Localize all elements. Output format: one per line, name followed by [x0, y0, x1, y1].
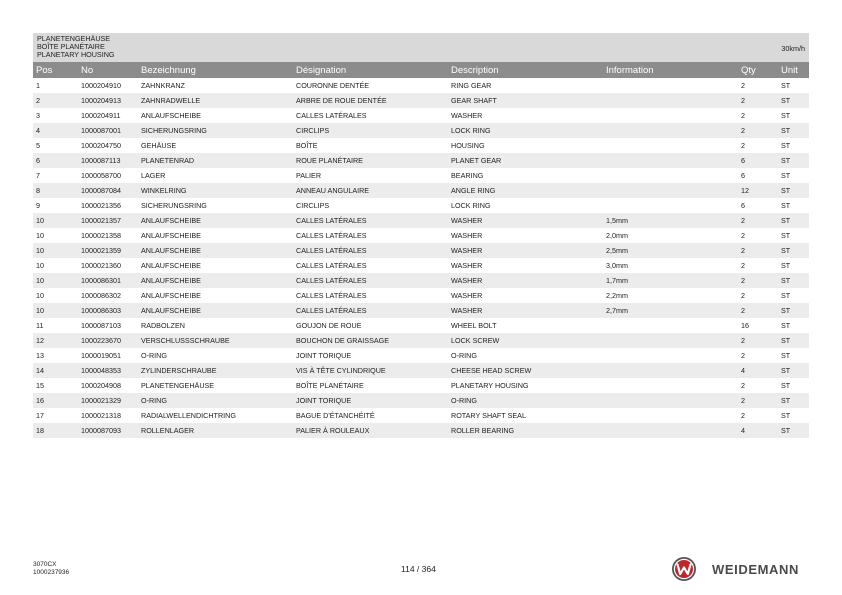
assembly-title-de: PLANETENGEHÄUSE: [37, 34, 111, 43]
cell-bezeichnung: LAGER: [141, 171, 166, 180]
cell-bezeichnung: ANLAUFSCHEIBE: [141, 231, 201, 240]
speed-variant: 30km/h: [781, 44, 805, 53]
cell-designation: BOÎTE: [296, 141, 318, 150]
cell-description: PLANETARY HOUSING: [451, 381, 529, 390]
cell-information: [603, 423, 738, 438]
cell-unit: ST: [778, 123, 809, 138]
cell-pos: 14: [33, 363, 78, 378]
table-row: [33, 168, 809, 183]
cell-part-number: 1000086301: [78, 273, 138, 288]
cell-unit: ST: [778, 153, 809, 168]
col-header-unit: Unit: [778, 62, 809, 78]
page-number: 114 / 364: [401, 564, 436, 574]
cell-description: O-RING: [448, 393, 603, 408]
cell-bezeichnung: ROLLENLAGER: [138, 423, 293, 438]
col-header-qty: Qty: [738, 62, 778, 78]
cell-bezeichnung: PLANETENGEHÄUSE: [141, 381, 215, 390]
cell-information: 2,7mm: [603, 303, 738, 318]
cell-qty: 2: [738, 393, 778, 408]
cell-unit: ST: [778, 393, 809, 408]
cell-bezeichnung: ANLAUFSCHEIBE: [141, 261, 201, 270]
cell-unit: ST: [781, 291, 791, 300]
cell-designation: ARBRE DE ROUE DENTÉE: [293, 93, 448, 108]
cell-designation: BOÎTE PLANÉTAIRE: [296, 381, 364, 390]
table-row: [33, 123, 809, 138]
col-header-description: Description: [448, 62, 603, 78]
cell-description: LOCK RING: [451, 201, 491, 210]
cell-information: 2,0mm: [606, 231, 628, 240]
cell-description: RING GEAR: [451, 81, 492, 90]
cell-designation: CALLES LATÉRALES: [293, 243, 448, 258]
col-header-bezeichnung: Bezeichnung: [138, 62, 293, 78]
table-row: [33, 408, 809, 423]
cell-designation: JOINT TORIQUE: [293, 393, 448, 408]
cell-pos: 11: [36, 321, 44, 330]
model-name: 3070CX: [33, 561, 57, 568]
cell-designation: VIS À TÊTE CYLINDRIQUE: [293, 363, 448, 378]
cell-pos: 18: [33, 423, 78, 438]
footer-doc-info: [33, 561, 69, 576]
table-row: [33, 78, 809, 93]
table-row: [33, 378, 809, 393]
cell-description: CHEESE HEAD SCREW: [448, 363, 603, 378]
cell-unit: ST: [781, 231, 791, 240]
cell-pos: 6: [33, 153, 78, 168]
table-row: [33, 228, 809, 243]
cell-bezeichnung: ANLAUFSCHEIBE: [141, 291, 201, 300]
cell-part-number: 1000204910: [81, 81, 121, 90]
table-row: [33, 393, 809, 408]
cell-bezeichnung: VERSCHLUSSSCHRAUBE: [138, 333, 293, 348]
cell-unit: ST: [778, 93, 809, 108]
cell-designation: BAGUE D'ÉTANCHÉITÉ: [296, 411, 375, 420]
brand-logo: [671, 556, 811, 582]
cell-qty: 2: [741, 141, 745, 150]
col-header-no: No: [78, 62, 138, 78]
cell-part-number: 1000019051: [81, 351, 121, 360]
cell-qty: 6: [738, 153, 778, 168]
cell-designation: CALLES LATÉRALES: [293, 213, 448, 228]
cell-information: [603, 393, 738, 408]
cell-qty: 16: [741, 321, 749, 330]
cell-designation: PALIER: [296, 171, 322, 180]
cell-information: [603, 333, 738, 348]
cell-unit: ST: [781, 81, 791, 90]
cell-qty: 2: [741, 411, 745, 420]
cell-pos: 3: [36, 111, 40, 120]
cell-designation: COURONNE DENTÉE: [296, 81, 370, 90]
table-row: [33, 198, 809, 213]
cell-qty: 2: [741, 231, 745, 240]
cell-description: WASHER: [448, 273, 603, 288]
cell-bezeichnung: ZAHNRADWELLE: [138, 93, 293, 108]
cell-unit: ST: [778, 273, 809, 288]
cell-information: [603, 198, 738, 213]
table-row: [33, 363, 809, 378]
table-row: [33, 93, 809, 108]
cell-information: [603, 93, 738, 108]
cell-information: 3,0mm: [606, 261, 628, 270]
col-header-designation: Désignation: [293, 62, 448, 78]
cell-qty: 2: [738, 123, 778, 138]
cell-description: LOCK RING: [448, 123, 603, 138]
cell-designation: CALLES LATÉRALES: [296, 111, 367, 120]
assembly-title-fr: BOÎTE PLANÉTAIRE: [37, 42, 105, 52]
brand-name: WEIDEMANN: [712, 562, 800, 577]
cell-designation: CIRCLIPS: [296, 201, 330, 210]
cell-unit: ST: [778, 243, 809, 258]
cell-information: [603, 363, 738, 378]
cell-description: WHEEL BOLT: [451, 321, 497, 330]
cell-designation: ROUE PLANÉTAIRE: [293, 153, 448, 168]
cell-information: [603, 408, 738, 423]
cell-unit: ST: [781, 111, 791, 120]
cell-bezeichnung: ANLAUFSCHEIBE: [138, 273, 293, 288]
cell-information: [603, 153, 738, 168]
cell-part-number: 1000204911: [81, 111, 121, 120]
cell-qty: 6: [741, 171, 745, 180]
cell-pos: 5: [36, 141, 40, 150]
cell-pos: 10: [33, 243, 78, 258]
cell-qty: 4: [738, 363, 778, 378]
table-header-row: [33, 62, 809, 78]
cell-description: WASHER: [448, 243, 603, 258]
cell-part-number: 1000087103: [81, 321, 121, 330]
cell-bezeichnung: ZAHNKRANZ: [141, 81, 185, 90]
assembly-title-en: PLANETARY HOUSING: [37, 50, 115, 60]
cell-qty: 4: [738, 423, 778, 438]
cell-bezeichnung: ANLAUFSCHEIBE: [141, 111, 201, 120]
cell-unit: ST: [781, 381, 791, 390]
cell-pos: 10: [36, 231, 44, 240]
cell-information: [603, 78, 738, 93]
cell-description: HOUSING: [451, 141, 485, 150]
cell-qty: 2: [738, 273, 778, 288]
cell-information: [603, 108, 738, 123]
cell-bezeichnung: RADIALWELLENDICHTRING: [141, 411, 236, 420]
cell-information: [603, 168, 738, 183]
cell-part-number: 1000021359: [78, 243, 138, 258]
cell-pos: 2: [33, 93, 78, 108]
cell-bezeichnung: SICHERUNGSRING: [141, 201, 207, 210]
cell-part-number: 1000087113: [78, 153, 138, 168]
cell-description: GEAR SHAFT: [448, 93, 603, 108]
header-band: [33, 33, 809, 62]
cell-qty: 2: [738, 213, 778, 228]
cell-description: WASHER: [451, 231, 483, 240]
table-row: [33, 273, 809, 288]
cell-designation: CALLES LATÉRALES: [296, 291, 367, 300]
cell-designation: ANNEAU ANGULAIRE: [293, 183, 448, 198]
cell-unit: ST: [781, 321, 791, 330]
table-row: [33, 108, 809, 123]
cell-qty: 2: [738, 243, 778, 258]
cell-bezeichnung: ZYLINDERSCHRAUBE: [138, 363, 293, 378]
cell-part-number: 1000087084: [78, 183, 138, 198]
cell-pos: 10: [36, 261, 44, 270]
cell-unit: ST: [781, 351, 791, 360]
cell-unit: ST: [781, 201, 791, 210]
cell-pos: 10: [33, 273, 78, 288]
cell-information: [603, 123, 738, 138]
cell-qty: 2: [738, 93, 778, 108]
table-row: [33, 318, 809, 333]
cell-unit: ST: [781, 171, 791, 180]
cell-pos: 7: [36, 171, 40, 180]
cell-pos: 9: [36, 201, 40, 210]
cell-description: WASHER: [451, 261, 483, 270]
cell-designation: CALLES LATÉRALES: [296, 231, 367, 240]
cell-qty: 6: [741, 201, 745, 210]
cell-bezeichnung: WINKELRING: [138, 183, 293, 198]
cell-qty: 2: [741, 291, 745, 300]
cell-pos: 10: [33, 213, 78, 228]
cell-information: [603, 183, 738, 198]
table-row: [33, 348, 809, 363]
cell-part-number: 1000021318: [81, 411, 121, 420]
cell-designation: BOUCHON DE GRAISSAGE: [293, 333, 448, 348]
cell-information: 2,5mm: [603, 243, 738, 258]
cell-information: 2,2mm: [606, 291, 628, 300]
table-row: [33, 303, 809, 318]
cell-designation: CIRCLIPS: [293, 123, 448, 138]
cell-pos: 12: [33, 333, 78, 348]
cell-part-number: 1000204750: [81, 141, 121, 150]
cell-bezeichnung: ANLAUFSCHEIBE: [138, 243, 293, 258]
cell-part-number: 1000087093: [78, 423, 138, 438]
cell-description: WASHER: [451, 111, 483, 120]
cell-information: 1,7mm: [603, 273, 738, 288]
cell-part-number: 1000087001: [78, 123, 138, 138]
parts-table: [33, 62, 809, 438]
cell-description: LOCK SCREW: [448, 333, 603, 348]
cell-bezeichnung: PLANETENRAD: [138, 153, 293, 168]
cell-bezeichnung: O-RING: [138, 393, 293, 408]
cell-bezeichnung: ANLAUFSCHEIBE: [138, 213, 293, 228]
cell-description: PLANET GEAR: [448, 153, 603, 168]
cell-designation: CALLES LATÉRALES: [293, 273, 448, 288]
cell-information: [603, 318, 738, 333]
cell-part-number: 1000204908: [81, 381, 121, 390]
cell-unit: ST: [778, 303, 809, 318]
cell-information: [603, 138, 738, 153]
cell-qty: 2: [738, 333, 778, 348]
cell-pos: 13: [36, 351, 44, 360]
cell-pos: 16: [33, 393, 78, 408]
cell-qty: 2: [741, 381, 745, 390]
cell-bezeichnung: SICHERUNGSRING: [138, 123, 293, 138]
cell-bezeichnung: GEHÄUSE: [141, 141, 177, 150]
cell-bezeichnung: O-RING: [141, 351, 167, 360]
cell-description: WASHER: [448, 303, 603, 318]
cell-unit: ST: [778, 363, 809, 378]
cell-designation: JOINT TORIQUE: [296, 351, 352, 360]
cell-description: BEARING: [451, 171, 484, 180]
cell-information: [603, 378, 738, 393]
cell-pos: 15: [36, 381, 44, 390]
col-header-pos: Pos: [33, 62, 78, 78]
cell-bezeichnung: RADBOLZEN: [141, 321, 185, 330]
cell-unit: ST: [781, 261, 791, 270]
table-row: [33, 183, 809, 198]
cell-designation: CALLES LATÉRALES: [293, 303, 448, 318]
cell-part-number: 1000058700: [81, 171, 121, 180]
cell-description: ANGLE RING: [448, 183, 603, 198]
cell-pos: 1: [36, 81, 40, 90]
cell-information: [603, 348, 738, 363]
cell-description: WASHER: [451, 291, 483, 300]
cell-unit: ST: [781, 411, 791, 420]
cell-qty: 2: [741, 351, 745, 360]
cell-part-number: 1000021358: [81, 231, 121, 240]
table-row: [33, 153, 809, 168]
table-row: [33, 423, 809, 438]
cell-pos: 10: [36, 291, 44, 300]
cell-qty: 2: [741, 81, 745, 90]
cell-designation: PALIER À ROULEAUX: [293, 423, 448, 438]
table-row: [33, 243, 809, 258]
weidemann-w-logo-icon: [671, 556, 697, 582]
cell-bezeichnung: ANLAUFSCHEIBE: [138, 303, 293, 318]
table-row: [33, 288, 809, 303]
cell-qty: 2: [738, 303, 778, 318]
cell-pos: 10: [33, 303, 78, 318]
table-row: [33, 213, 809, 228]
cell-unit: ST: [778, 333, 809, 348]
cell-qty: 2: [741, 261, 745, 270]
cell-part-number: 1000086302: [81, 291, 121, 300]
cell-designation: CALLES LATÉRALES: [296, 261, 367, 270]
cell-pos: 17: [36, 411, 44, 420]
cell-part-number: 1000021356: [81, 201, 121, 210]
cell-unit: ST: [778, 183, 809, 198]
cell-qty: 2: [741, 111, 745, 120]
cell-pos: 8: [33, 183, 78, 198]
cell-part-number: 1000021357: [78, 213, 138, 228]
cell-unit: ST: [778, 213, 809, 228]
cell-information: 1,5mm: [603, 213, 738, 228]
cell-part-number: 1000223670: [78, 333, 138, 348]
cell-designation: GOUJON DE ROUE: [296, 321, 362, 330]
cell-unit: ST: [781, 141, 791, 150]
cell-description: ROTARY SHAFT SEAL: [451, 411, 526, 420]
cell-unit: ST: [778, 423, 809, 438]
parts-table-body: [33, 78, 809, 438]
cell-part-number: 1000086303: [78, 303, 138, 318]
table-row: [33, 138, 809, 153]
cell-part-number: 1000021360: [81, 261, 121, 270]
assembly-title: [37, 35, 115, 60]
cell-part-number: 1000021329: [78, 393, 138, 408]
doc-number: 1000237936: [33, 568, 70, 576]
cell-pos: 4: [33, 123, 78, 138]
cell-part-number: 1000204913: [78, 93, 138, 108]
cell-description: ROLLER BEARING: [448, 423, 603, 438]
cell-description: O-RING: [451, 351, 477, 360]
cell-description: WASHER: [448, 213, 603, 228]
cell-qty: 12: [738, 183, 778, 198]
table-row: [33, 258, 809, 273]
col-header-information: Information: [603, 62, 738, 78]
cell-part-number: 1000048353: [78, 363, 138, 378]
table-row: [33, 333, 809, 348]
